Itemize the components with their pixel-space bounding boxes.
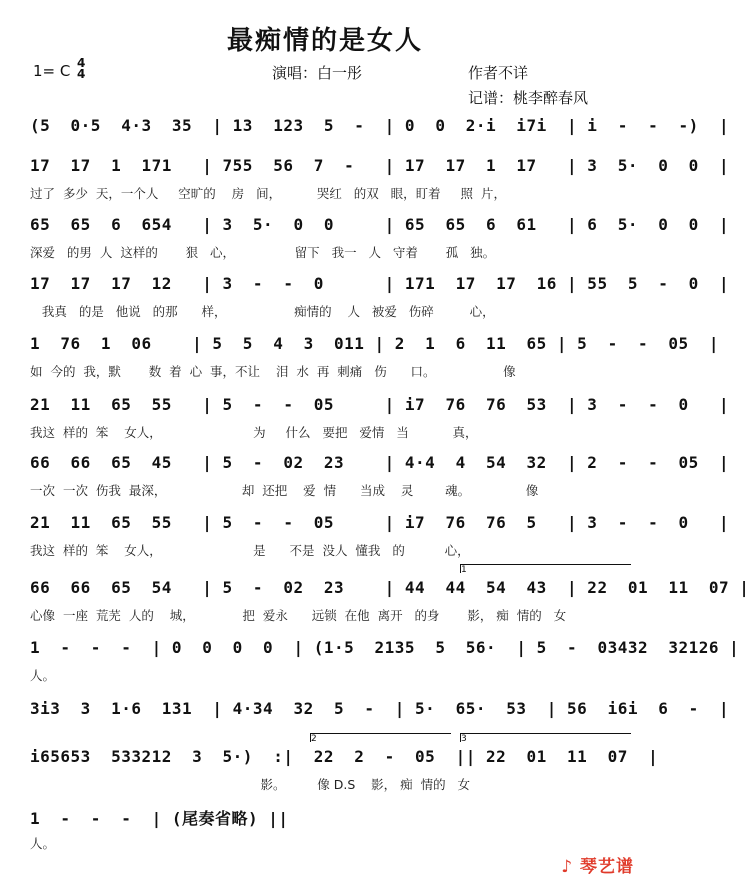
singer-credit: 演唱：白一彤 [272,64,363,82]
key-signature: 1= C [33,62,71,80]
volta-bracket: 3 [460,733,631,742]
score-row [30,453,730,513]
lyrics-line: 心像 一座 荒芜 人的 城， 把 爱永 远锁 在他 离开 的身 影， 痴 情的 女 [30,608,567,623]
notation-line: 65 65 6 654 | 3 5· 0 0 | 65 65 6 61 | 6 5· 0 0 | [30,215,730,234]
song-title: 最痴情的是女人 [226,26,423,56]
lyrics-line: 深爱 的男 人 这样的 狠 心， 留下 我一 人 守着 孤 独。 [30,245,496,260]
notation-line: 66 66 65 54 | 5 - 02 23 | 44 44 54 43 | 22 01 11 07 | [30,578,749,597]
notation-line: 1 - - - | 0 0 0 0 | (1·5 2135 5 56· | 5 - 03432 32126 | [30,638,740,657]
author-credit: 作者不详 [468,64,529,82]
lyrics-line: 影。 像 D.S 影， 痴 情的 女 [30,777,470,792]
watermark-logo [561,852,634,877]
music-note-icon: ♪ [561,857,574,877]
lyrics-line: 我真 的是 他说 的那 样， 痴情的 人 被爱 伤碎 心， [30,304,495,319]
score-row [30,274,730,334]
lyrics-line: 一次 一次 伤我 最深， 却 还把 爱 情 当成 灵 魂。 像 [30,483,539,498]
notation-line: i65653 533212 3 5·) :| 22 2 - 05 || 22 01 11 07 | [30,747,659,766]
watermark-text: 琴艺谱 [580,857,634,877]
score-row [30,215,730,275]
notation-line: 21 11 65 55 | 5 - - 05 | i7 76 76 53 | 3 - - 0 | [30,395,730,414]
notation-line: 3i3 3 1·6 131 | 4·34 32 5 - | 5· 65· 53 | 56 i6i 6 - | [30,699,730,718]
notation-line: 17 17 17 12 | 3 - - 0 | 171 17 17 16 | 55 5 - 0 | [30,274,730,293]
score-row [30,334,720,394]
time-signature-bottom: 4 [77,67,86,81]
notation-line: 1 - - - | (尾奏省略) || [30,809,289,828]
lyrics-line: 我这 样的 笨 女人， 为 什么 要把 爱情 当 真， [30,425,478,440]
lyrics-line: 人。 [30,668,56,683]
notation-line: 1 76 1 06 | 5 5 4 3 011 | 2 1 6 11 65 | 5 - - 05 | [30,334,720,353]
score-row [30,565,749,638]
notation-line: 66 66 65 45 | 5 - 02 23 | 4·4 4 54 32 | 2 - - 05 | [30,453,730,472]
score-row [30,734,659,807]
lyrics-line: 如 今的 我，默 数 着 心 事，不让 泪 水 再 刺痛 伤 口。 像 [30,364,516,379]
notation-line: 21 11 65 55 | 5 - - 05 | i7 76 76 5 | 3 - - 0 | [30,513,730,532]
lyrics-line: 过了 多少 天，一个人 空旷的 房 间， 哭红 的双 眼，盯着 照 片， [30,186,506,201]
score-row [30,638,740,698]
volta-bracket: 2 [310,733,451,742]
notation-line: 17 17 1 171 | 755 56 7 - | 17 17 1 17 | 3 5· 0 0 | [30,156,730,175]
score-row [30,395,730,455]
volta-bracket: 1 [460,564,631,573]
lyrics-line: 人。 [30,836,56,851]
recorder-credit: 记谱：桃李醉春风 [468,89,589,107]
lyrics-line: 我这 样的 笨 女人， 是 不是 没人 懂我 的 心， [30,543,470,558]
time-signature [77,58,85,80]
score-row [30,156,730,216]
score-row [30,806,630,866]
time-signature-top: 4 [77,56,86,70]
notation-line: (5 0·5 4·3 35 | 13 123 5 - | 0 0 2·i i7i | i - - -) | [30,116,730,135]
